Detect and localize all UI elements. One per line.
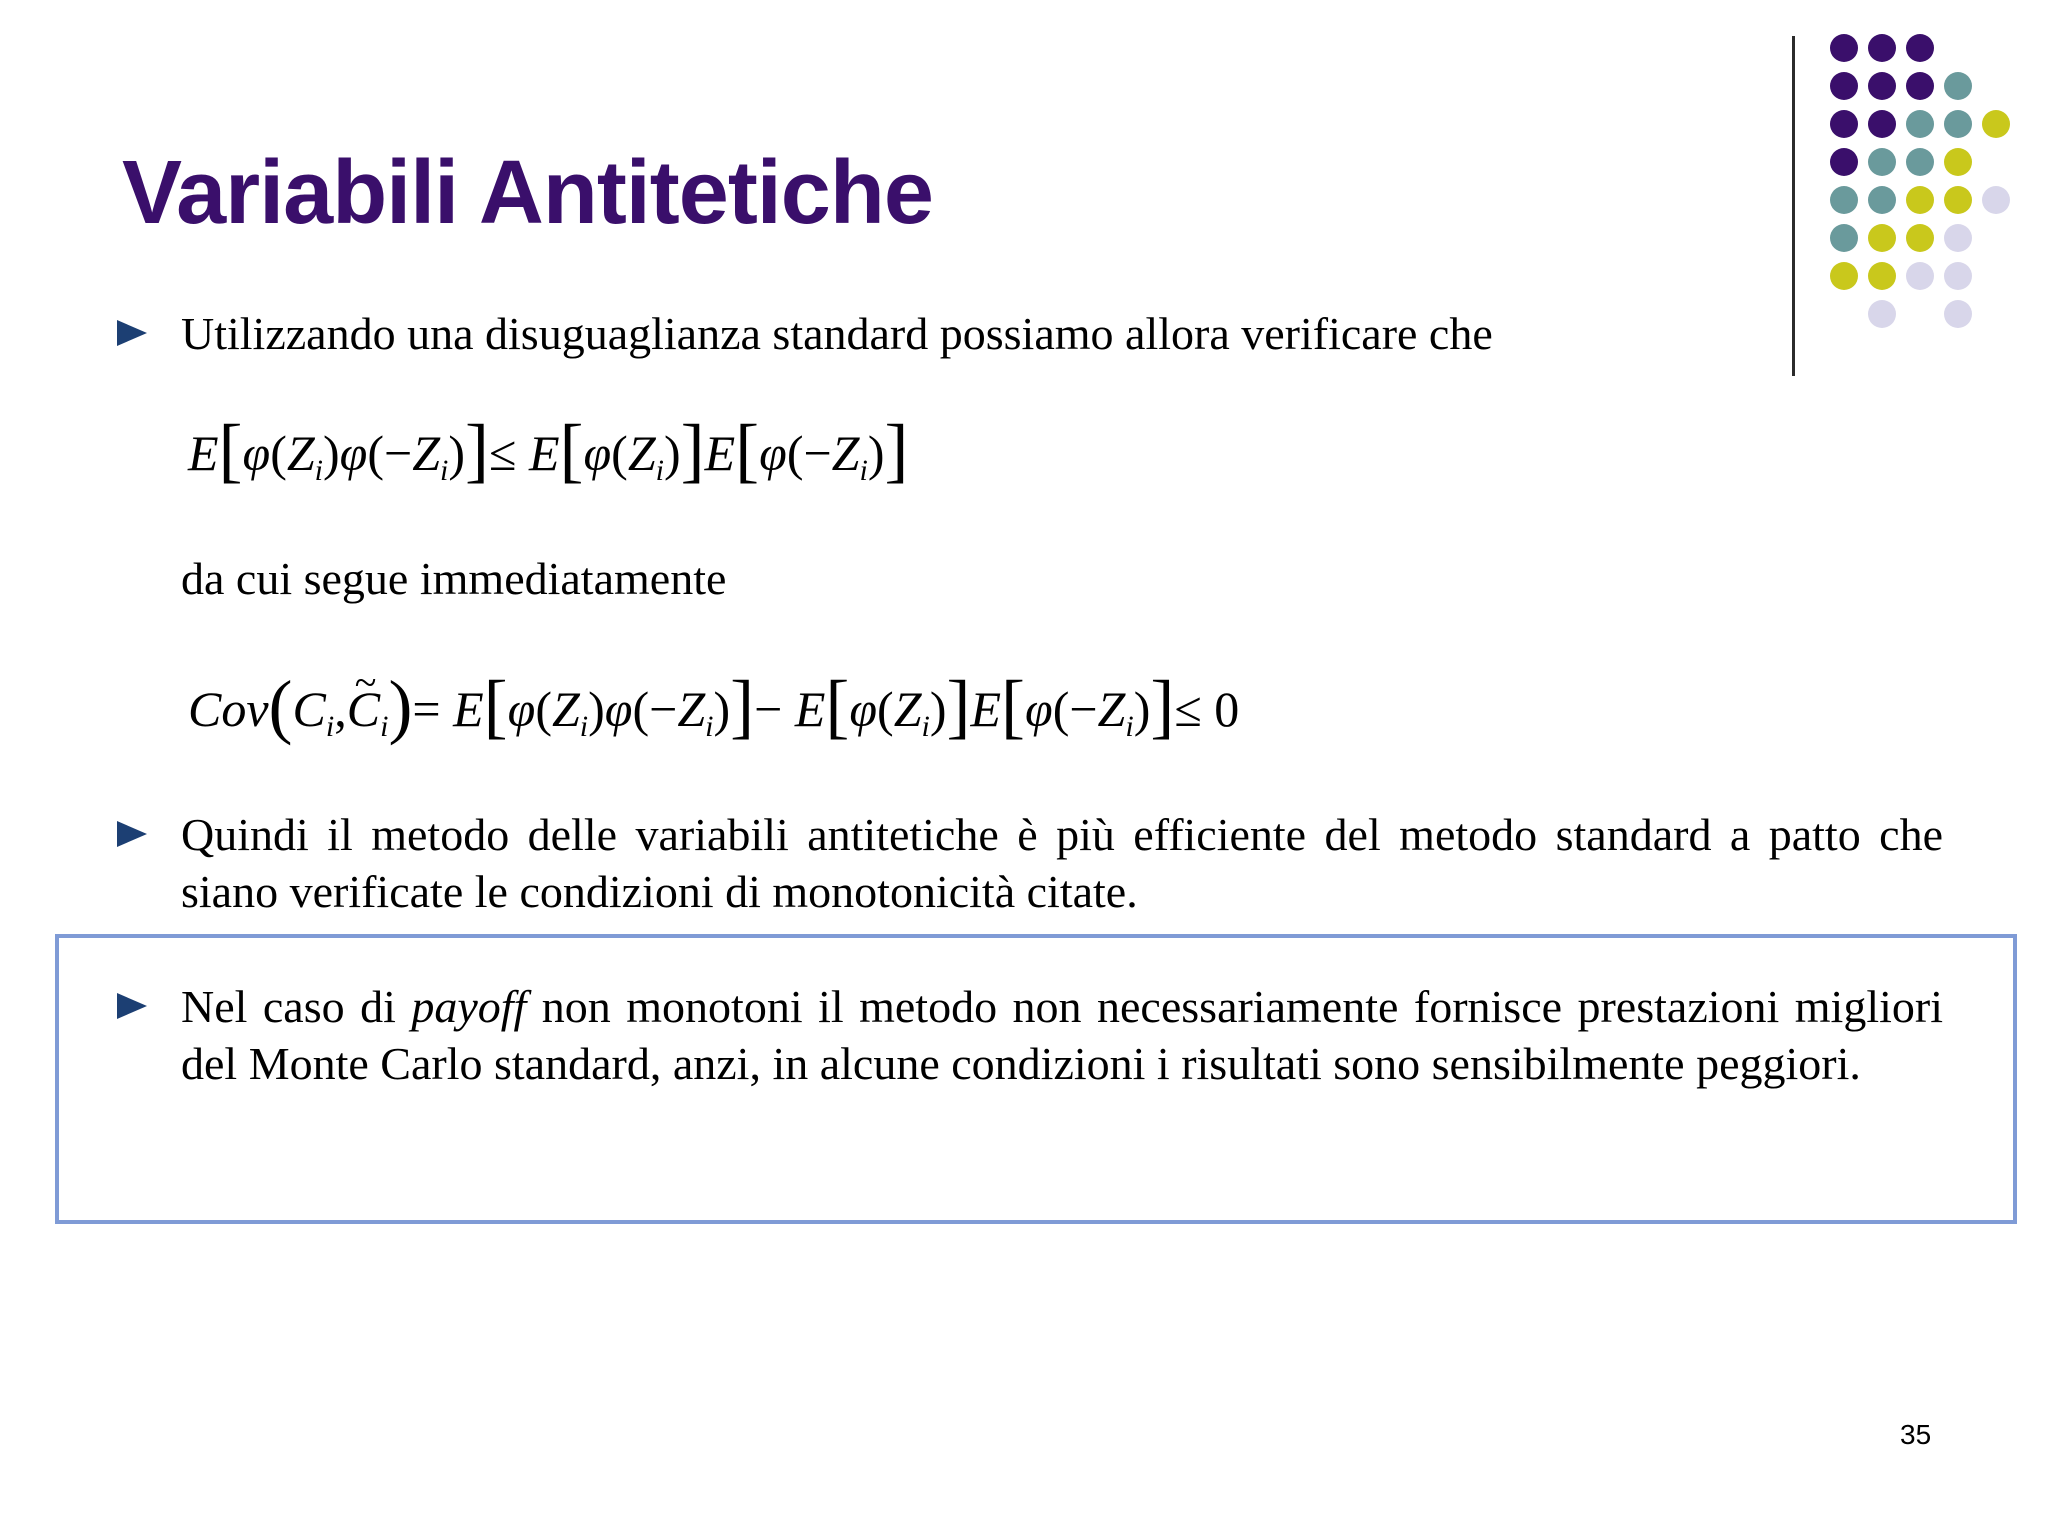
bullet-arrow-icon <box>117 320 147 346</box>
dot <box>1830 224 1858 252</box>
dot <box>1868 148 1896 176</box>
dot <box>1868 72 1896 100</box>
page-number: 35 <box>1900 1419 1932 1450</box>
dot <box>1906 224 1934 252</box>
dot <box>1830 72 1858 100</box>
slide-title: Variabili Antitetiche <box>122 143 933 243</box>
dot <box>1982 110 2010 138</box>
bullet-text-2: Quindi il metodo delle variabili antitetiche è più efficiente del metodo standard a patto che siano verificate le condizioni di monotonicità citate. <box>181 809 1943 917</box>
formula-2-text <box>0 0 1 1</box>
dot <box>1868 110 1896 138</box>
dot <box>1944 110 1972 138</box>
dot <box>1830 262 1858 290</box>
dot <box>1830 186 1858 214</box>
bullet-text-3-pre: Nel caso di <box>181 981 396 1032</box>
dot <box>1830 110 1858 138</box>
dot <box>1906 186 1934 214</box>
dot <box>1906 34 1934 62</box>
formula-1: $E[\varphi(Z_i)\varphi(-Z_i)]\le E[\varphi(Z_i)]E[\varphi(-Z_i)]$ <box>188 410 909 490</box>
bullet-text-1: Utilizzando una disuguaglianza standard possiamo allora verificare che <box>181 308 1493 359</box>
bullet-arrow-icon <box>117 993 147 1019</box>
dot <box>1868 262 1896 290</box>
middle-text: da cui segue immediatamente <box>181 553 727 604</box>
dot <box>1830 148 1858 176</box>
dot <box>1906 110 1934 138</box>
dot <box>1868 34 1896 62</box>
formula-2: $Cov(C_i,\sim$ $C_i)= E[\varphi(Z_i)\varphi(-Z_i)]- E[\varphi(Z_i)]E[\varphi(-Z_i)]\le 0$ <box>188 676 1239 739</box>
bullet-arrow-icon <box>117 821 147 847</box>
dot <box>1868 224 1896 252</box>
dot <box>1944 72 1972 100</box>
dot <box>1906 72 1934 100</box>
formula-1-text <box>0 0 1 1</box>
bullet-text-3 <box>181 978 1943 1092</box>
dot <box>1906 262 1934 290</box>
dot <box>1944 262 1972 290</box>
dot <box>1944 148 1972 176</box>
dot <box>1944 224 1972 252</box>
dot <box>1868 186 1896 214</box>
dot <box>1830 34 1858 62</box>
dot <box>1944 186 1972 214</box>
dot <box>1982 186 2010 214</box>
bullet-text-3-post: non monotoni il metodo non necessariamente fornisce prestazioni migliori del Monte Carlo standard, anzi, in alcune condizioni i risultati sono sensibilmente peggiori. <box>181 981 1943 1089</box>
bullet-text-3-italic: payoff <box>411 981 527 1032</box>
dot <box>1906 148 1934 176</box>
